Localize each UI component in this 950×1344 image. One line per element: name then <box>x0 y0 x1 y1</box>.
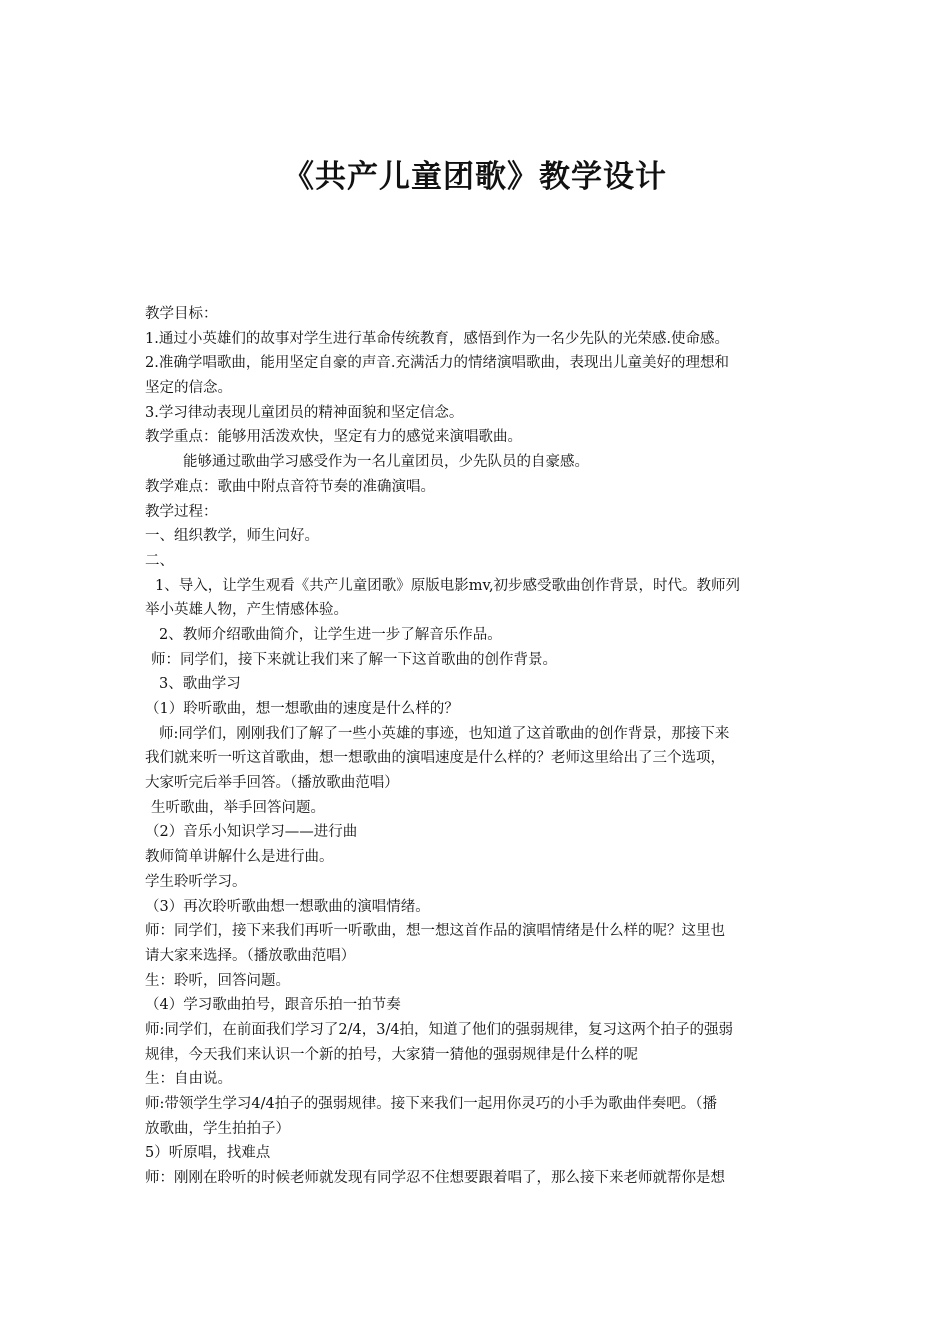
text-line: 生：自由说。 <box>145 1071 232 1088</box>
text-line: 教学重点：能够用活泼欢快，坚定有力的感觉来演唱歌曲。 <box>145 429 522 446</box>
document-title: 《共产儿童团歌》教学设计 <box>283 159 667 195</box>
text-line: 1.通过小英雄们的故事对学生进行革命传统教育，感悟到作为一名少先队的光荣感.使命感。 <box>145 330 729 347</box>
text-line: 放歌曲，学生拍拍子） <box>145 1120 290 1137</box>
text-line: 一、组织教学，师生问好。 <box>145 528 319 545</box>
text-line: 师：同学们，接下来就让我们来了解一下这首歌曲的创作背景。 <box>151 651 557 668</box>
text-line: 举小英雄人物，产生情感体验。 <box>145 602 348 619</box>
text-line: 2、教师介绍歌曲简介，让学生进一步了解音乐作品。 <box>159 626 502 643</box>
text-line: 规律，今天我们来认识一个新的拍号，大家猜一猜他的强弱规律是什么样的呢 <box>145 1046 638 1063</box>
text-line: 二、 <box>145 552 174 569</box>
text-line: 教师简单讲解什么是进行曲。 <box>145 849 334 866</box>
text-line: 学生聆听学习。 <box>145 873 247 890</box>
text-line: 师:带领学生学习4/4拍子的强弱规律。接下来我们一起用你灵巧的小手为歌曲伴奏吧。（播 <box>145 1096 717 1112</box>
text-line: 2.准确学唱歌曲，能用坚定自豪的声音.充满活力的情绪演唱歌曲，表现出儿童美好的理想和 <box>145 355 729 372</box>
text-line: 生听歌曲，举手回答问题。 <box>151 799 325 816</box>
text-line: 教学难点：歌曲中附点音符节奏的准确演唱。 <box>145 478 435 495</box>
text-line: 师:同学们，在前面我们学习了2/4，3/4拍，知道了他们的强弱规律，复习这两个拍子的强弱 <box>145 1021 734 1038</box>
text-line: 师：同学们，接下来我们再听一听歌曲，想一想这首作品的演唱情绪是什么样的呢？这里也 <box>145 923 725 940</box>
text-line: 请大家来选择。（播放歌曲范唱） <box>145 947 356 964</box>
text-line: 5）听原唱，找难点 <box>145 1145 271 1162</box>
text-line: （4）学习歌曲拍号，跟音乐拍一拍节奏 <box>145 997 401 1014</box>
text-line: 生：聆听，回答问题。 <box>145 972 290 989</box>
text-line: （3）再次聆听歌曲想一想歌曲的演唱情绪。 <box>145 898 430 915</box>
text-line: 师:同学们，刚刚我们了解了一些小英雄的事迹，也知道了这首歌曲的创作背景，那接下来 <box>159 725 730 742</box>
text-line: 教学目标： <box>145 306 218 322</box>
text-line: （2）音乐小知识学习——进行曲 <box>145 824 358 841</box>
text-line: 3、歌曲学习 <box>159 676 241 693</box>
text-line: 教学过程： <box>145 503 218 520</box>
text-line: 师：刚刚在聆听的时候老师就发现有同学忍不住想要跟着唱了，那么接下来老师就帮你是想 <box>145 1170 725 1187</box>
text-line: 能够通过歌曲学习感受作为一名儿童团员，少先队员的自豪感。 <box>183 454 589 471</box>
text-line: 我们就来听一听这首歌曲，想一想歌曲的演唱速度是什么样的？老师这里给出了三个选项， <box>145 750 725 767</box>
text-line: 1、导入，让学生观看《共产儿童团歌》原版电影mv,初步感受歌曲创作背景，时代。教师列 <box>155 577 741 594</box>
text-line: （1）聆听歌曲，想一想歌曲的速度是什么样的？ <box>145 701 459 717</box>
document-body <box>145 302 810 1191</box>
text-line: 坚定的信念。 <box>145 380 232 397</box>
text-line: 3.学习律动表现儿童团员的精神面貌和坚定信念。 <box>145 404 464 421</box>
text-line: 大家听完后举手回答。（播放歌曲范唱） <box>145 775 399 792</box>
